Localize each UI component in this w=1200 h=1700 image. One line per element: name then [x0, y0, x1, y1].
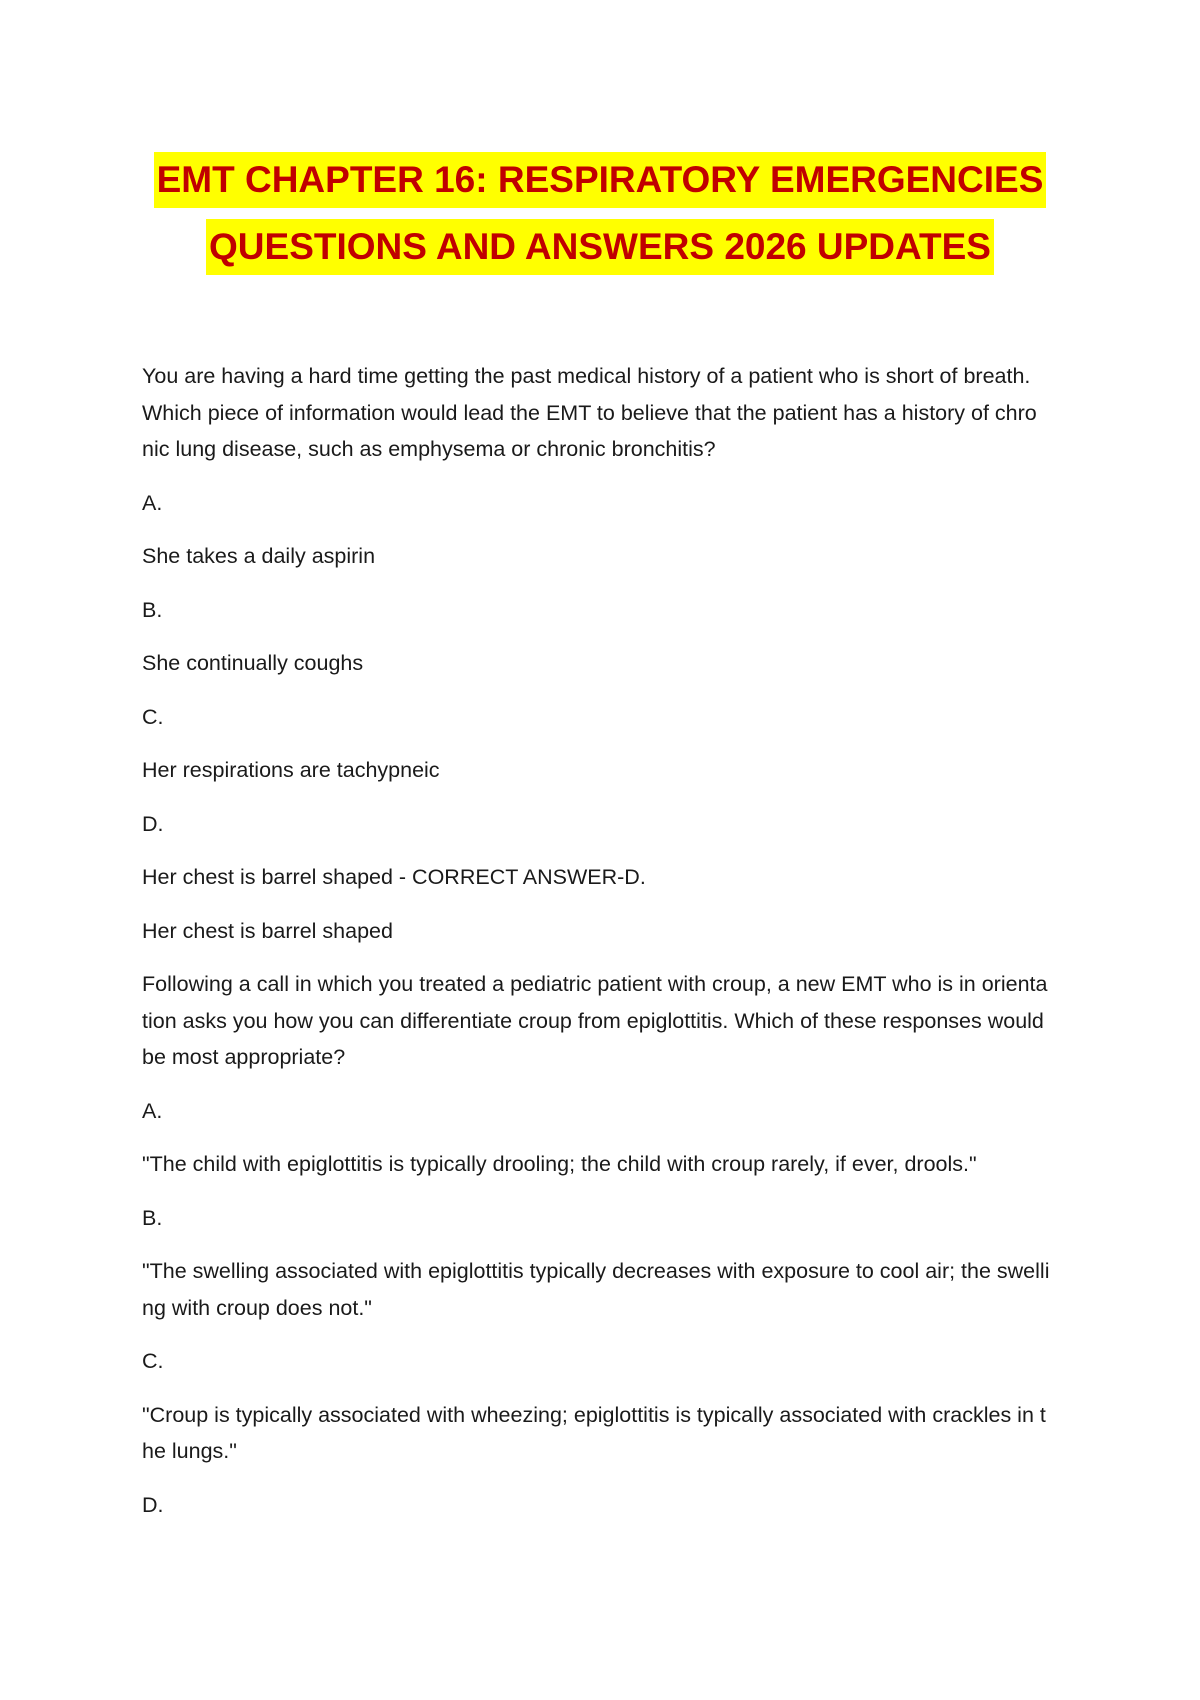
question-1-option-b-letter: B. — [142, 597, 163, 622]
question-2-stem-line-2: tion asks you how you can differentiate croup from epiglottitis. Which of these responses would — [142, 1008, 1044, 1033]
question-1-stem-line-3: nic lung disease, such as emphysema or chronic bronchitis? — [142, 437, 716, 461]
title-line-1: EMT CHAPTER 16: RESPIRATORY EMERGENCIES — [154, 152, 1047, 208]
question-2-option-b-text-line-1: "The swelling associated with epiglottitis typically decreases with exposure to cool air; the swelli — [142, 1259, 1050, 1283]
question-2-option-d-letter: D. — [142, 1492, 164, 1517]
question-1-option-b-text: She continually coughs — [142, 651, 364, 675]
question-1-answer: Her chest is barrel shaped — [142, 918, 393, 943]
question-2-option-b-text — [142, 1253, 1072, 1326]
question-2-stem — [142, 966, 1072, 1076]
document-body — [142, 358, 1072, 1540]
question-1-stem-line-2: Which piece of information would lead the EMT to believe that the patient has a history of chro — [142, 400, 1037, 425]
question-2-stem-line-3: be most appropriate? — [142, 1045, 346, 1069]
document-title — [0, 152, 1200, 275]
question-1-stem — [142, 358, 1072, 468]
question-2-option-c-text-line-1: "Croup is typically associated with wheezing; epiglottitis is typically associated with crackles in t — [142, 1402, 1046, 1427]
question-1-option-c-text: Her respirations are tachypneic — [142, 758, 440, 782]
question-1-option-d-text: Her chest is barrel shaped - CORRECT ANSWER-D. — [142, 865, 646, 889]
question-2-option-c-text-line-2: he lungs." — [142, 1439, 237, 1463]
question-2-option-a-letter: A. — [142, 1098, 163, 1123]
question-1-stem-line-1: You are having a hard time getting the past medical history of a patient who is short of breath. — [142, 364, 1031, 388]
title-line-2: QUESTIONS AND ANSWERS 2026 UPDATES — [206, 219, 994, 275]
question-1-option-d-letter: D. — [142, 811, 164, 836]
question-1-option-a-letter: A. — [142, 490, 163, 515]
question-2-option-b-letter: B. — [142, 1205, 163, 1230]
question-2-option-c-text — [142, 1397, 1072, 1470]
question-2-option-a-text — [142, 1146, 1072, 1183]
question-2-option-b-text-line-2: ng with croup does not." — [142, 1295, 372, 1320]
question-2-stem-line-1: Following a call in which you treated a pediatric patient with croup, a new EMT who is in orienta — [142, 972, 1048, 996]
question-2-option-c-letter: C. — [142, 1349, 164, 1373]
question-1-option-c-letter: C. — [142, 704, 164, 729]
question-2-option-a-text-line-1: "The child with epiglottitis is typically drooling; the child with croup rarely, if ever, drools." — [142, 1152, 977, 1176]
question-1-option-a-text: She takes a daily aspirin — [142, 544, 376, 568]
